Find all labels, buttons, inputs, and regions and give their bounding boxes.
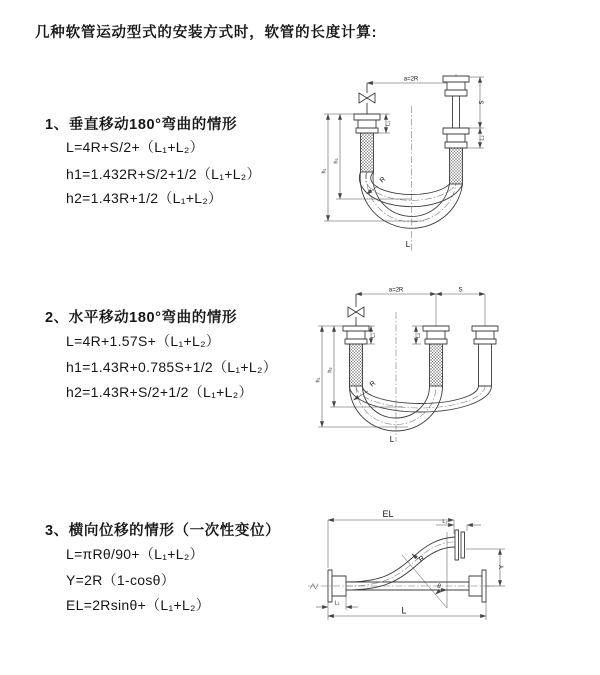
section-2-formula-h2: h2=1.43R+S/2+1/2（L₁+L₂） <box>66 384 253 400</box>
braided-hose-section <box>350 344 363 386</box>
dim-label-l1: L₁ <box>385 121 392 126</box>
diagram-lateral-displacement <box>300 498 515 646</box>
section-2-formula-h1: h1=1.43R+0.785S+1/2（L₁+L₂） <box>66 359 277 375</box>
dimension-s <box>469 77 486 128</box>
section-1-heading: 1、垂直移动180°弯曲的情形 <box>45 117 238 133</box>
dim-label-l1: L₁ <box>370 333 377 338</box>
dimension-el <box>328 509 454 568</box>
braided-hose-section <box>361 133 374 172</box>
fixed-end-fitting <box>343 326 369 386</box>
section-3-formula-el: EL=2Rsinθ+（L₁+L₂） <box>66 597 211 613</box>
dim-label-h1: h₁ <box>321 168 328 174</box>
dim-label-s: S <box>458 287 463 294</box>
section-3-formula-l: L=πRθ/90+（L₁+L₂） <box>66 546 204 562</box>
displaced-end-flange <box>455 530 465 560</box>
section-1-formula-h1: h1=1.432R+S/2+1/2（L₁+L₂） <box>66 166 261 182</box>
braided-hose-section <box>430 344 443 386</box>
dim-label-l2: L₂ <box>442 519 448 525</box>
dim-label-h2: h₂ <box>333 158 340 164</box>
dimension-l <box>328 602 486 620</box>
dimension-l2 <box>436 519 481 531</box>
section-1-formula-l: L=4R+S/2+（L₁+L₂） <box>66 139 204 155</box>
dimension-a2r <box>356 288 485 327</box>
dim-label-a2r: a=2R <box>403 76 419 83</box>
section-2-formula-l: L=4R+1.57S+（L₁+L₂） <box>66 333 221 349</box>
dim-label-l1: L₁ <box>334 600 340 607</box>
dim-label-l: L <box>401 605 407 616</box>
dim-label-a2r: a=2R <box>388 287 404 294</box>
diagram-horizontal-180-bend <box>308 282 518 454</box>
dim-label-l2: L₂ <box>479 135 486 141</box>
moving-end-fitting-position-1 <box>423 326 449 386</box>
fixed-end-fitting <box>354 114 380 172</box>
length-label: L <box>405 240 411 249</box>
dim-label-l2: L₂ <box>415 332 422 339</box>
moving-end-fitting <box>443 76 469 184</box>
diagram-vertical-180-bend <box>312 66 512 258</box>
radius-label: R <box>368 379 378 389</box>
moving-end-fitting-position-2 <box>472 326 498 386</box>
section-3-formula-y: Y=2R（1-cosθ） <box>66 572 176 588</box>
radius-callout <box>412 554 426 564</box>
radius-label: R <box>417 554 427 564</box>
section-1-formula-h2: h2=1.43R+1/2（L₁+L₂） <box>66 190 223 206</box>
angle-label-theta: θ <box>437 583 441 590</box>
valve-icon <box>348 294 364 326</box>
hose-loops <box>359 172 462 228</box>
angle-construction <box>402 532 447 608</box>
hose-loops <box>350 386 492 431</box>
valve-icon <box>359 83 375 114</box>
dim-label-el: EL <box>382 509 394 519</box>
section-3-heading: 3、横向位移的情形（一次性变位） <box>45 523 281 539</box>
radius-callout <box>367 176 388 194</box>
dim-label-h2: h₂ <box>327 367 334 373</box>
section-2-heading: 2、水平移动180°弯曲的情形 <box>45 310 238 326</box>
dimension-l1 <box>316 596 358 610</box>
dimension-l2 <box>412 326 423 344</box>
dim-label-h1: h₁ <box>315 377 322 383</box>
radius-label: R <box>378 175 388 185</box>
dim-label-y: Y <box>498 564 506 570</box>
dim-label-s: S <box>479 100 486 105</box>
braided-hose-section <box>450 148 463 184</box>
page-title: 几种软管运动型式的安装方式时，软管的长度计算: <box>35 25 378 41</box>
dimension-s <box>436 288 485 295</box>
length-label: L <box>389 435 395 444</box>
